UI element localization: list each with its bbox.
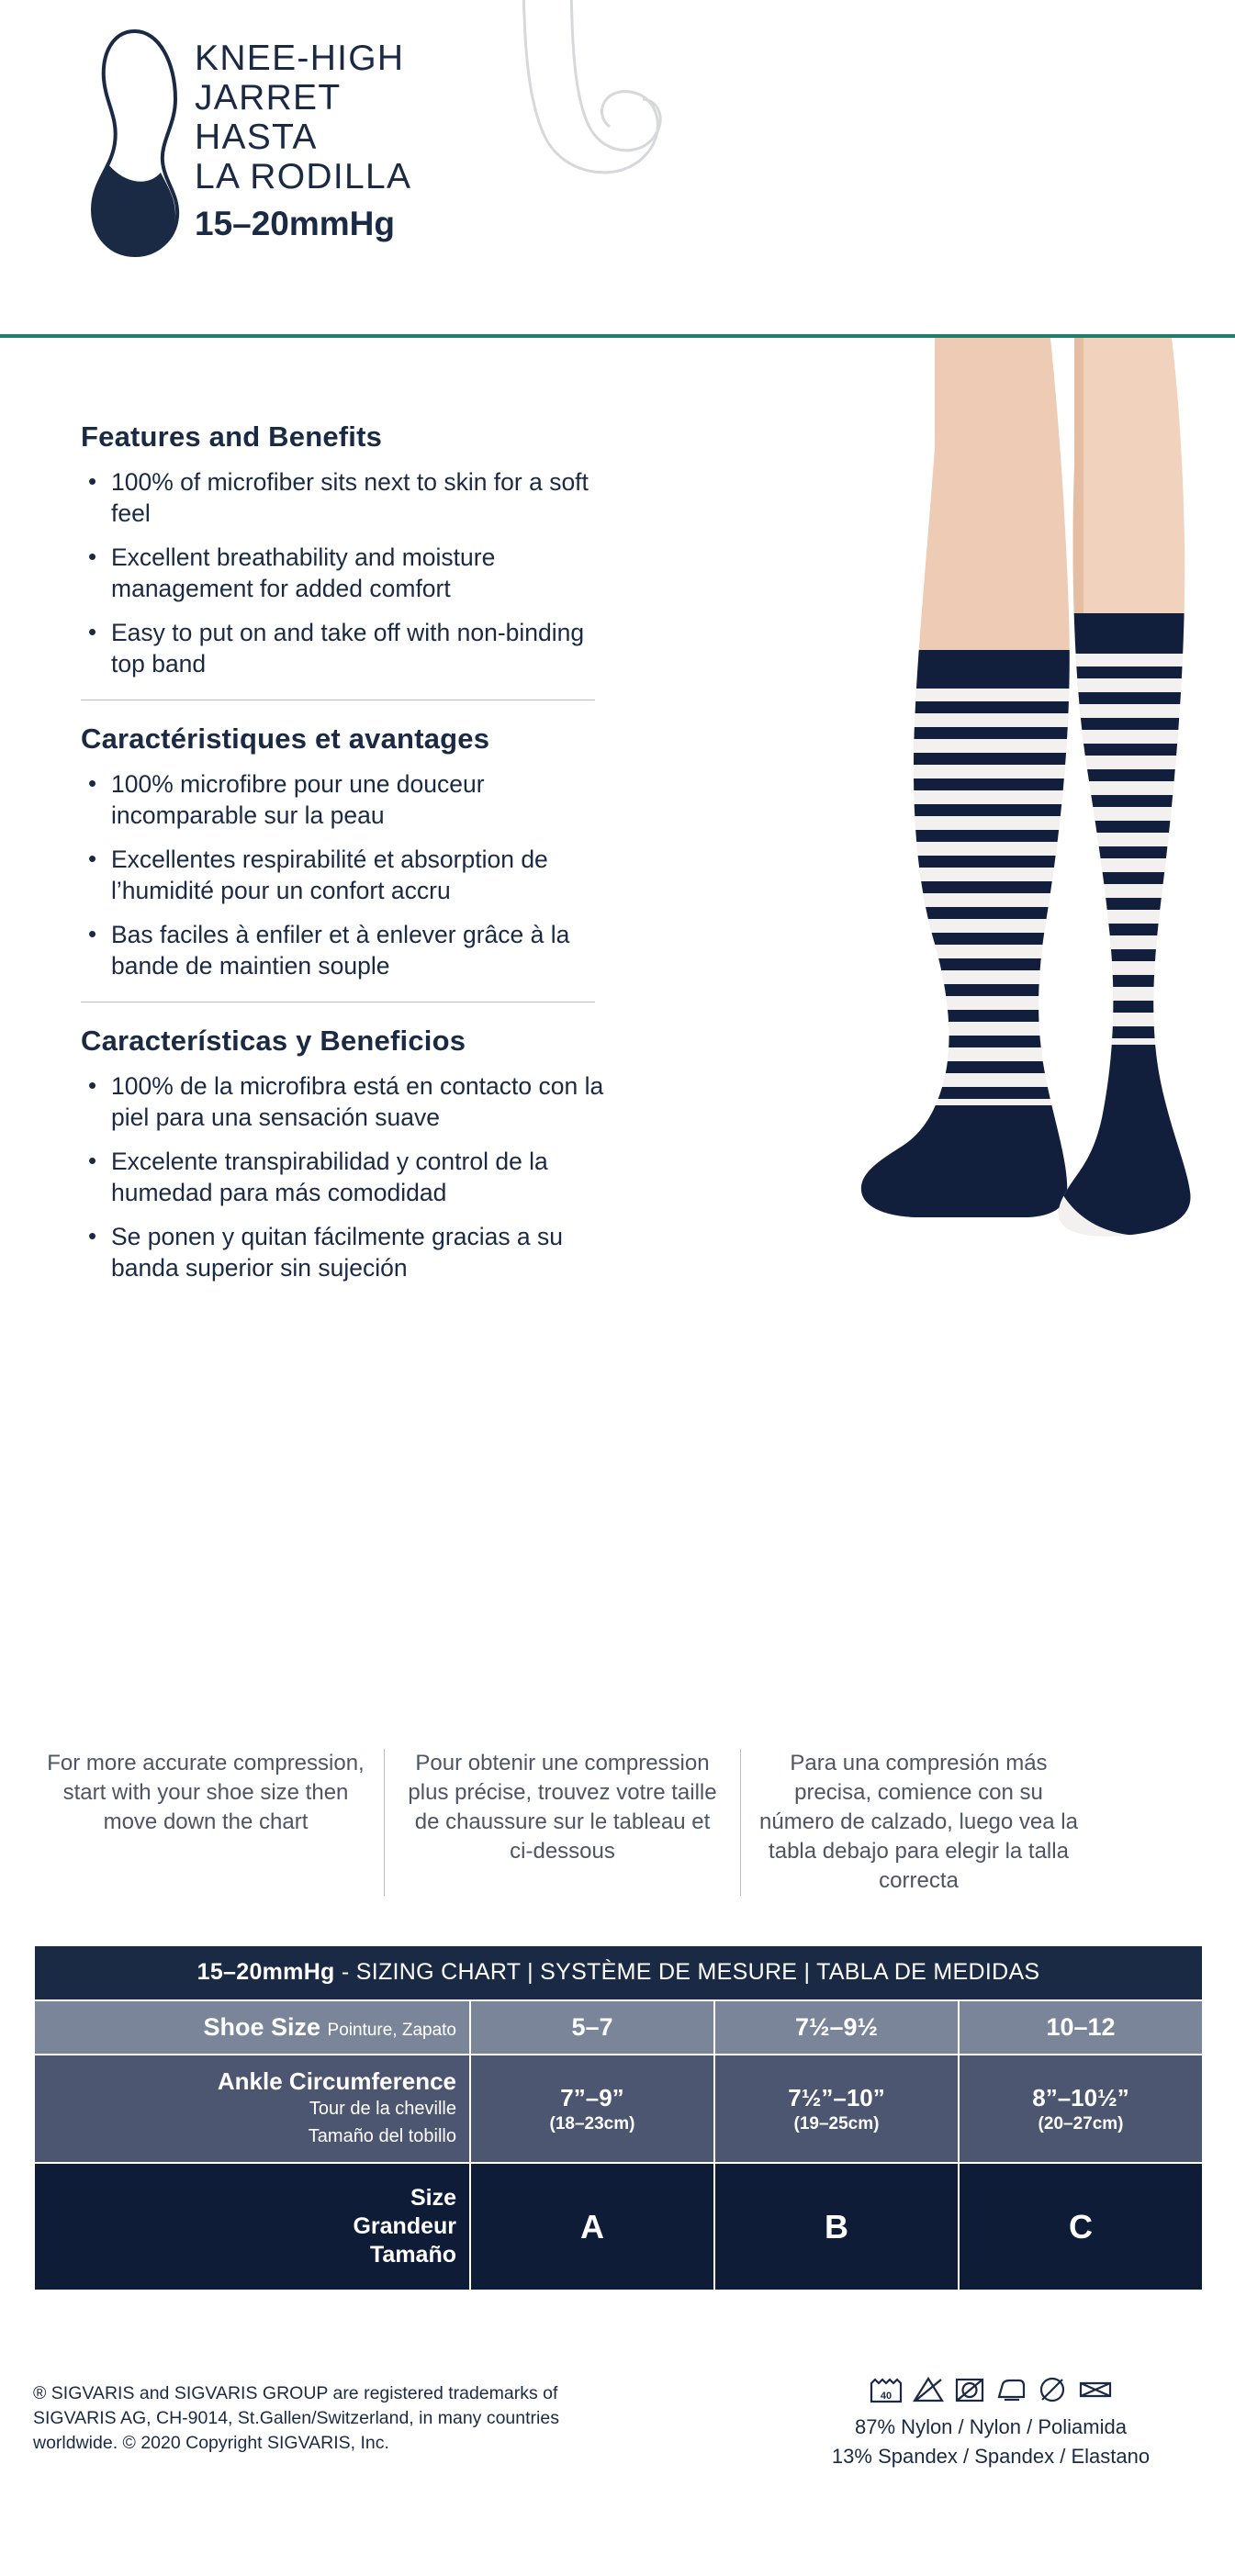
ankle-cm-a: (18–23cm) [549,2113,635,2134]
product-line-es-1: HASTA [195,118,318,157]
note-es: Para una compresión más precisa, comience con su número de calzado, luego vea la tabla debajo para elegir la talla correcta [740,1749,1096,1896]
no-dry-clean-icon [1037,2376,1068,2403]
sizing-notes [28,1749,1203,1896]
footer [0,2369,1235,2576]
sizing-chart [33,1944,1202,2291]
ankle-inches-c: 8”–10½” [1032,2083,1129,2111]
list-item: • 100% of microfiber sits next to skin for a soft feel [81,466,613,529]
table-title-cell [34,1945,1203,2000]
care-icon-row [780,2376,1202,2403]
legal-text: ® SIGVARIS and SIGVARIS GROUP are registered trademarks of SIGVARIS AG, CH-9014, St.Gallen/Switzerland, in many countries worldwide. © 2020 Copyright SIGVARIS, Inc. [33,2383,559,2453]
product-line-fr: JARRET [195,78,342,118]
row-label-ankle-en: Ankle Circumference [217,2067,456,2095]
note-en: For more accurate compression, start with your shoe size then move down the chart [47,1751,365,1834]
row-label-ankle [34,2055,470,2163]
composition-line-1: 87% Nylon / Nylon / Poliamida [855,2415,1127,2438]
list-item: • Excellentes respirabilité et absorption de l’humidité pour un confort accru [81,844,613,906]
section-features-en [81,420,613,679]
ankle-cm-b: (19–25cm) [793,2113,880,2134]
list-item: • Excellent breathability and moisture management for added comfort [81,542,613,604]
shoe-size-a: 5–7 [470,2000,714,2055]
size-value-c: C [959,2163,1203,2290]
no-tumble-dry-icon [954,2376,985,2403]
list-item: • Bas faciles à enfiler et à enlever grâce à la bande de maintien souple [81,919,613,981]
no-bleach-icon [913,2376,944,2403]
table-title-row [34,1945,1203,2000]
list-item: • 100% microfibre pour une douceur incomparable sur la peau [81,768,613,831]
row-label-shoe-size [34,2000,470,2055]
list-item: • Se ponen y quitan fácilmente gracias a su banda superior sin sujeción [81,1221,613,1283]
product-photo [643,338,1235,1949]
section-features-es [81,1025,613,1283]
header-titles [195,39,498,245]
iron-low-icon [995,2376,1027,2403]
table-row-size [34,2163,1203,2290]
section-features-fr [81,722,613,981]
leg-stocking-icon [87,26,188,292]
row-label-size-es: Tamaño [370,2242,456,2268]
bullet-list-en [81,466,613,679]
list-item: • Excelente transpirabilidad y control de la humedad para más comodidad [81,1146,613,1208]
ankle-value-c [959,2055,1203,2163]
note-fr: Pour obtenir une compression plus précise, trouvez votre taille de chaussure sur le tableau et ci-dessous [384,1749,740,1896]
table-row-shoe-size [34,2000,1203,2055]
row-label-shoe-size-sub: Pointure, Zapato [327,2021,456,2040]
benefits-columns [81,420,613,1296]
main-content [0,338,1235,1963]
row-label-shoe-size-en: Shoe Size [203,2013,320,2041]
stocking-outline-swirl-icon [514,0,744,241]
ankle-cm-c: (20–27cm) [1038,2113,1124,2134]
section-title-fr: Caractéristiques et avantages [81,722,490,755]
shoe-size-b: 7½–9½ [714,2000,959,2055]
product-line-en: KNEE-HIGH [195,39,405,78]
ankle-value-b [714,2055,959,2163]
size-value-a: A [470,2163,714,2290]
row-label-size-en: Size [410,2185,456,2211]
row-label-ankle-es: Tamaño del tobillo [308,2126,456,2146]
composition-line-2: 13% Spandex / Spandex / Elastano [831,2445,1151,2468]
size-value-b: B [714,2163,959,2290]
ankle-inches-b: 7½”–10” [788,2083,885,2111]
ankle-value-a [470,2055,714,2163]
row-label-size-fr: Grandeur [353,2213,456,2239]
list-item: • Easy to put on and take off with non-binding top band [81,617,613,679]
bullet-list-es [81,1070,613,1283]
row-label-size [34,2163,470,2290]
bullet-list-fr [81,768,613,981]
ankle-inches-a: 7”–9” [560,2083,624,2111]
wash-40-icon [870,2376,903,2403]
header [0,0,1235,338]
do-not-wring-icon [1078,2376,1113,2403]
list-item: • 100% de la microfibra está en contacto con la piel para una sensación suave [81,1070,613,1133]
shoe-size-c: 10–12 [959,2000,1203,2055]
table-row-ankle-circumference [34,2055,1203,2163]
care-and-composition [780,2376,1202,2471]
product-line-es-2: LA RODILLA [195,157,412,196]
table-title-compression: 15–20mmHg [196,1959,335,1985]
compression-level: 15–20mmHg [195,205,396,242]
section-title-en: Features and Benefits [81,420,383,453]
table-title-rest: - SIZING CHART | SYSTÈME DE MESURE | TABLA DE MEDIDAS [341,1959,1040,1985]
row-label-ankle-fr: Tour de la cheville [309,2099,456,2119]
section-title-es: Características y Beneficios [81,1025,466,1057]
svg-text:40: 40 [880,2391,892,2402]
